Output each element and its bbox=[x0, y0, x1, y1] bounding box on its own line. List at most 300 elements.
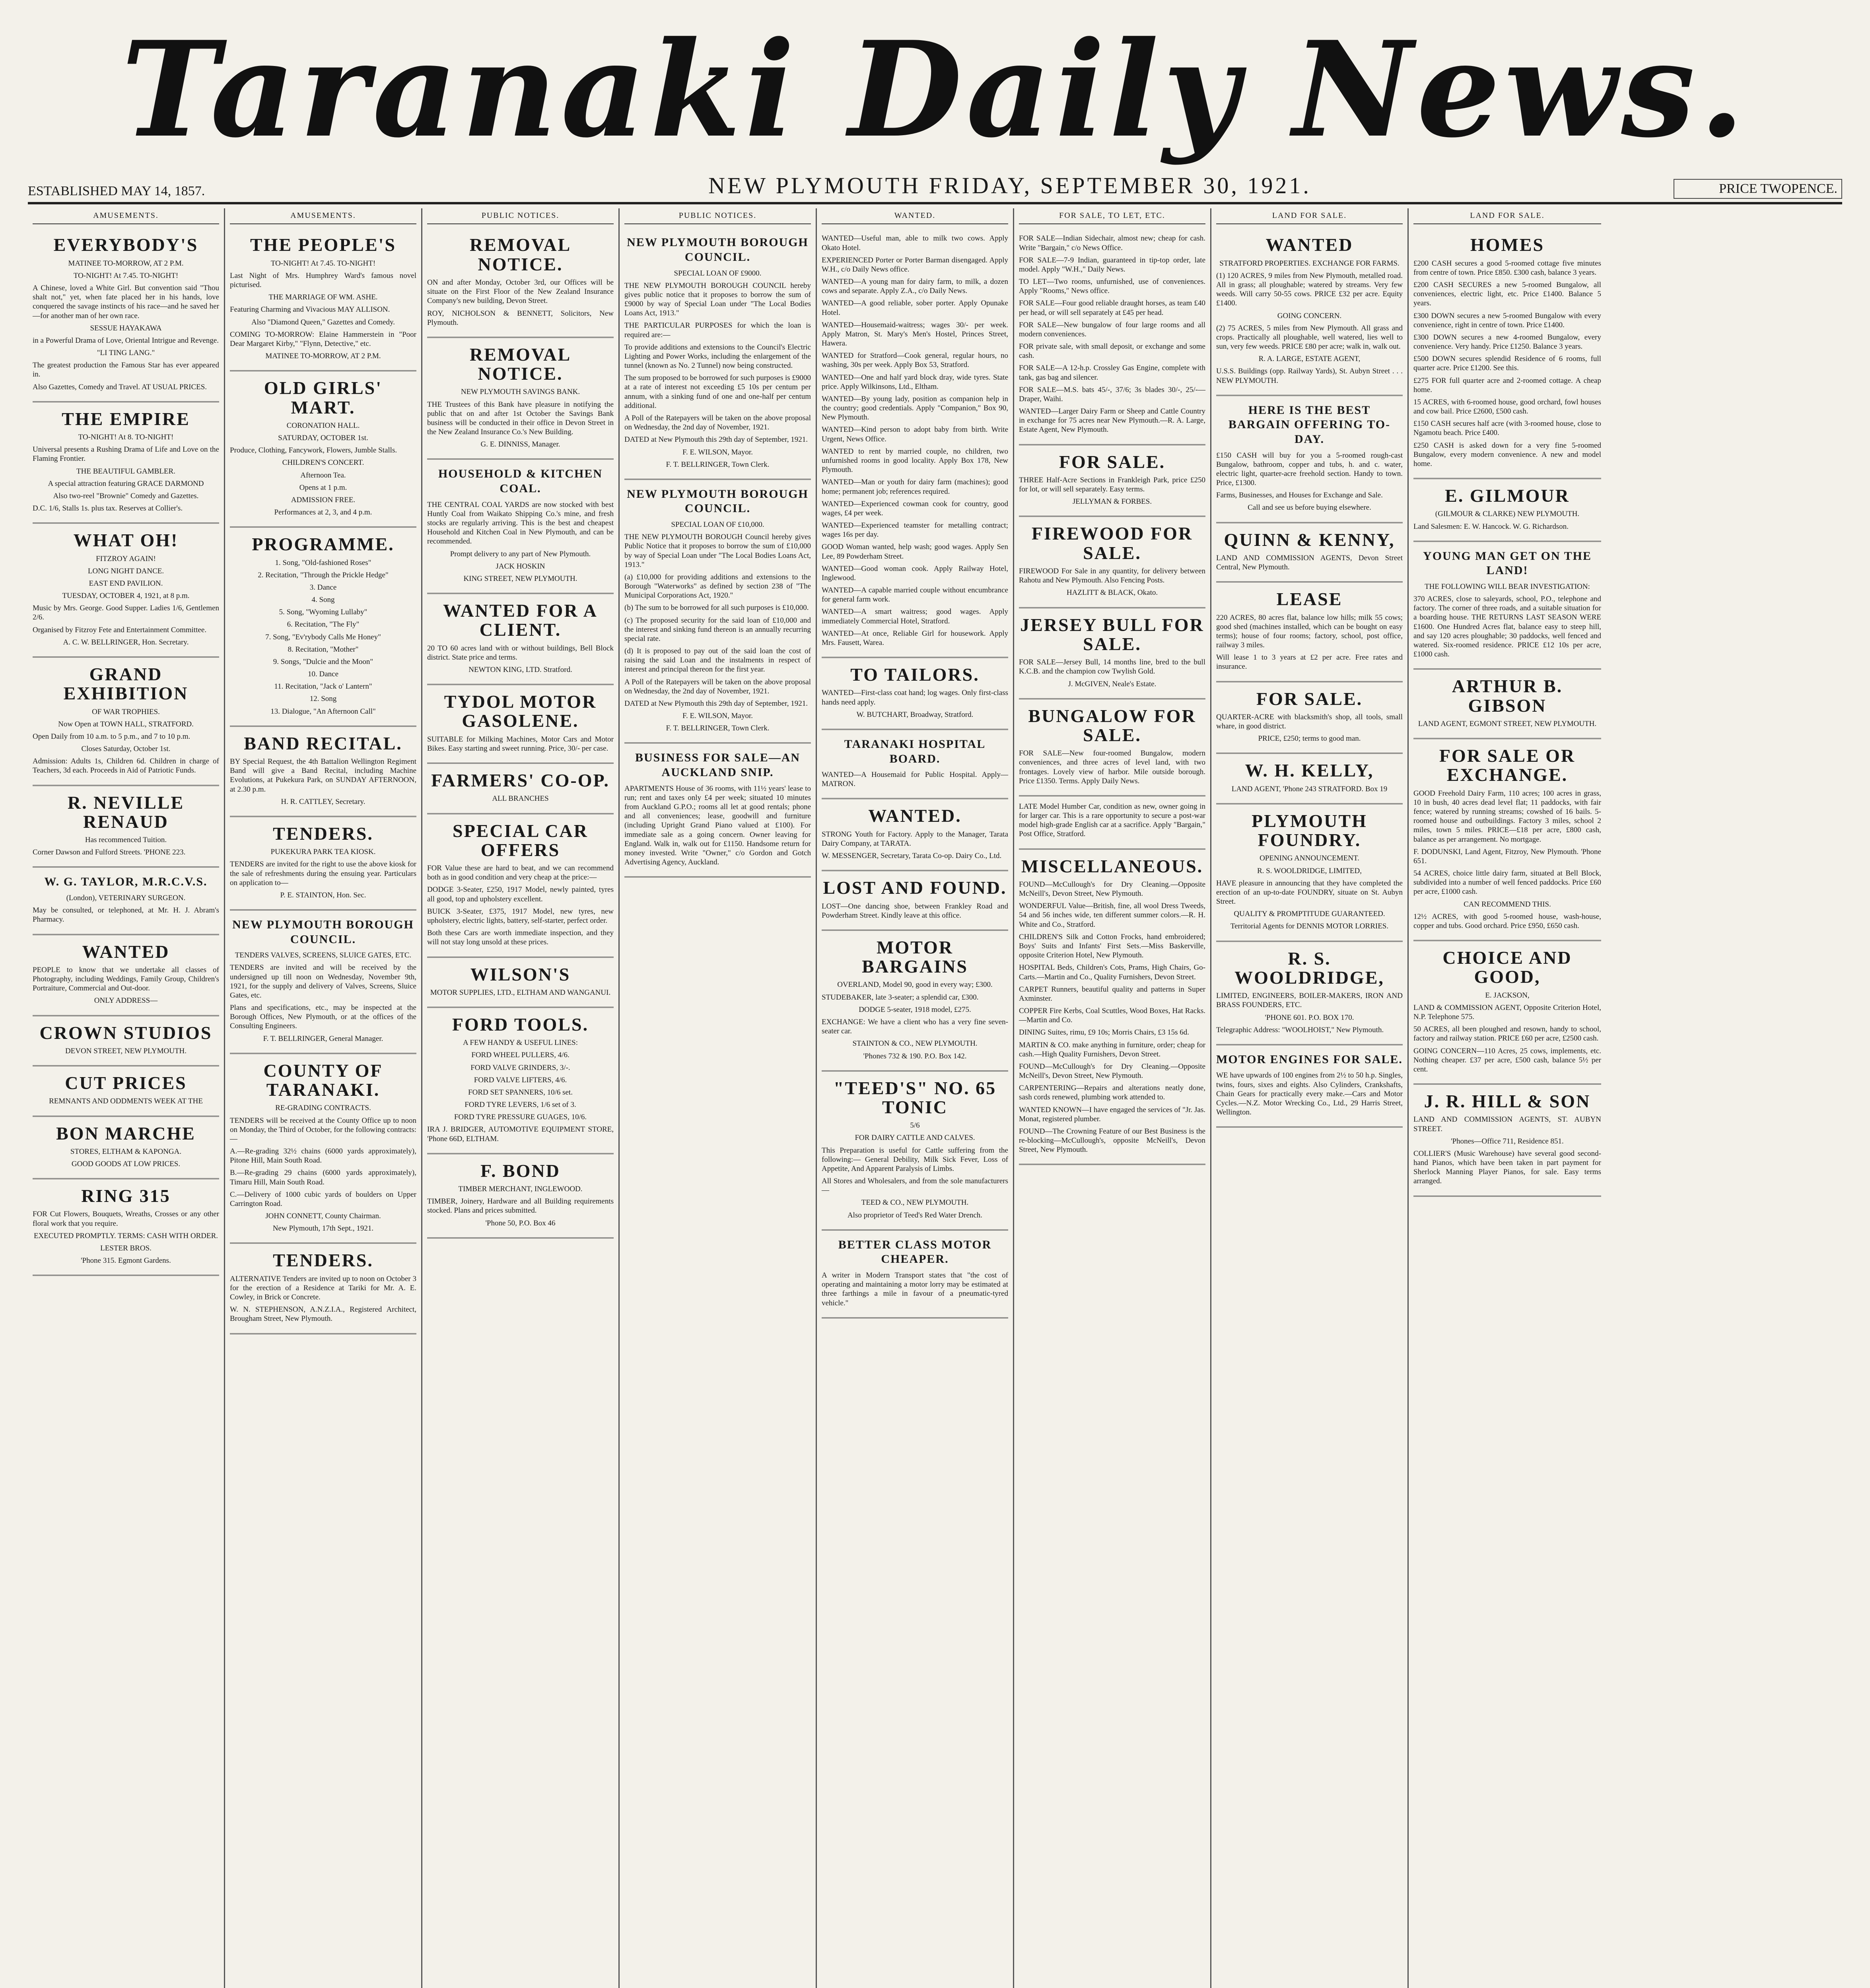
ad-text: PRICE, £250; terms to good man. bbox=[1258, 734, 1361, 743]
advertisement bbox=[1413, 1085, 1601, 1197]
ad-title: J. R. HILL & SON bbox=[1424, 1091, 1591, 1112]
ad-text: F. E. WILSON, Mayor. bbox=[682, 448, 753, 456]
ad-text: £300 DOWN secures a new 4-roomed Bungalow, every convenience. Very handy. Price £1250. Balance 3 years. bbox=[1413, 333, 1601, 351]
ad-text: A Poll of the Ratepayers will be taken on the above proposal on Wednesday, the 2nd day of November, 1921. bbox=[624, 678, 811, 695]
ad-title: BETTER CLASS MOTOR CHEAPER. bbox=[838, 1238, 992, 1266]
advertisement bbox=[1019, 445, 1205, 517]
advertisement bbox=[33, 935, 219, 1016]
ad-text: DINING Suites, rimu, £9 10s; Morris Chairs, £3 15s 6d. bbox=[1019, 1028, 1190, 1037]
ad-title: WANTED FOR A CLIENT. bbox=[443, 600, 598, 640]
ad-text: 11. Recitation, "Jack o' Lantern" bbox=[274, 682, 372, 691]
advertisement bbox=[1216, 1045, 1403, 1128]
ad-text: THREE Half-Acre Sections in Frankleigh Park, price £250 for lot, or will sell separately. Easy terms. bbox=[1019, 476, 1205, 494]
ad-text: Corner Dawson and Fulford Streets. 'PHONE 223. bbox=[33, 848, 186, 857]
advertisement bbox=[33, 1016, 219, 1066]
ad-text: FOUND—McCullough's for Dry Cleaning.—Opposite McNeill's, Devon Street, New Plymouth. bbox=[1019, 1062, 1205, 1080]
ad-text: 'Phone 50, P.O. Box 46 bbox=[485, 1219, 556, 1227]
ad-text: SATURDAY, OCTOBER 1st. bbox=[278, 434, 368, 442]
ad-text: F. DODUNSKI, Land Agent, Fitzroy, New Plymouth. 'Phone 651. bbox=[1413, 847, 1601, 865]
ad-text: W. N. STEPHENSON, A.N.Z.I.A., Registered Architect, Brougham Street, New Plymouth. bbox=[230, 1305, 416, 1323]
ad-text: 50 ACRES, all been ploughed and resown, handy to school, factory and railway station. PRICE £60 per acre, £2500 cash. bbox=[1413, 1025, 1601, 1043]
ad-text: 2. Recitation, "Through the Prickle Hedge" bbox=[258, 571, 389, 579]
ad-text: FOR SALE—New bungalow of four large rooms and all modern conveniences. bbox=[1019, 320, 1205, 338]
column-heading: AMUSEMENTS. bbox=[33, 208, 219, 224]
column-4 bbox=[620, 208, 817, 1988]
ad-text: (GILMOUR & CLARKE) NEW PLYMOUTH. bbox=[1435, 510, 1580, 518]
ad-text: GOOD GOODS AT LOW PRICES. bbox=[71, 1159, 181, 1168]
ad-title: BUNGALOW FOR SALE. bbox=[1028, 705, 1196, 745]
ad-text: Telegraphic Address: "WOOLHOIST," New Plymouth. bbox=[1216, 1025, 1384, 1034]
ad-title: NEW PLYMOUTH BOROUGH COUNCIL. bbox=[627, 487, 809, 515]
ad-text: £150 CASH will buy for you a 5-roomed rough-cast Bungalow, bathroom, copper and tubs, h. and c. water, electric light, quarter-acre freehold section. Handy to town. Price, £1300. bbox=[1216, 451, 1403, 487]
ad-text: 6. Recitation, "The Fly" bbox=[287, 620, 360, 629]
ad-title: CHOICE AND GOOD, bbox=[1442, 947, 1572, 987]
column-heading: LAND FOR SALE. bbox=[1216, 208, 1403, 224]
advertisement bbox=[822, 658, 1008, 730]
ad-text: THE MARRIAGE OF WM. ASHE. bbox=[268, 293, 378, 302]
advertisement bbox=[1019, 796, 1205, 850]
advertisement bbox=[1413, 479, 1601, 542]
ad-text: A.—Re-grading 32½ chains (6000 yards approximately), Pitone Hill, Main South Road. bbox=[230, 1147, 416, 1165]
ad-title: TENDERS. bbox=[273, 1250, 373, 1271]
ad-title: WANTED. bbox=[868, 806, 962, 826]
ad-text: B.—Re-grading 29 chains (6000 yards approximately), Timaru Hill, Main South Road. bbox=[230, 1169, 416, 1186]
advertisement bbox=[822, 228, 1008, 658]
ad-text: This Preparation is useful for Cattle suffering from the following:— General Debility, Milk Sick Fever, Loss of Appetite, And Apparent Paralysis of Limbs. bbox=[822, 1146, 1008, 1173]
ad-text: BUICK 3-Seater, £375, 1917 Model, new tyres, new upholstery, electric lights, battery, self-starter, perfect order. bbox=[427, 907, 614, 925]
ad-text: EXECUTED PROMPTLY. TERMS: CASH WITH ORDER. bbox=[33, 1231, 218, 1240]
ad-text: LOST—One dancing shoe, between Frankley Road and Powderham Street. Kindly leave at this office. bbox=[822, 902, 1008, 920]
advertisement bbox=[230, 228, 416, 371]
ad-text: 'Phones—Office 711, Residence 851. bbox=[1451, 1137, 1564, 1145]
ad-text: WE have upwards of 100 engines from 2½ to 50 h.p. Singles, twins, fours, sixes and eights. Also Cylinders, Crankshafts, Chain Gears for practically every make.—Cars and Motor Cycles.—N.Z. Motor Wrecking Co., Ltd., 29 Harris Street, Wellington. bbox=[1216, 1071, 1403, 1117]
advertisement bbox=[1216, 682, 1403, 754]
ad-text: WANTED KNOWN—I have engaged the services of "Jr. Jas. Monat, registered plumber. bbox=[1019, 1105, 1205, 1123]
ad-text: WANTED—At once, Reliable Girl for housework. Apply Mrs. Fausett, Warea. bbox=[822, 629, 1008, 647]
ad-text: FOR Value these are hard to beat, and we can recommend both as in good condition and very cheap at the price:— bbox=[427, 864, 614, 882]
advertisement bbox=[230, 371, 416, 528]
ad-title: FORD TOOLS. bbox=[452, 1014, 589, 1035]
ad-text: 1. Song, "Old-fashioned Roses" bbox=[275, 558, 371, 567]
ad-title: FARMERS' CO-OP. bbox=[431, 770, 610, 791]
ad-text: 5/6 bbox=[910, 1121, 920, 1130]
ad-text: Produce, Clothing, Fancywork, Flowers, Jumble Stalls. bbox=[230, 446, 397, 455]
ad-text: J. McGIVEN, Neale's Estate. bbox=[1068, 679, 1157, 688]
advertisement bbox=[427, 764, 614, 814]
column-3 bbox=[422, 208, 620, 1988]
advertisement bbox=[1413, 670, 1601, 739]
ad-text: FOUND—The Crowning Feature of our Best Business is the re-blocking—McCullough's, opposite McNeill's, Devon Street, New Plymouth. bbox=[1019, 1127, 1205, 1154]
ad-title: W. G. TAYLOR, M.R.C.V.S. bbox=[44, 875, 208, 889]
ad-title: YOUNG MAN GET ON THE LAND! bbox=[1423, 549, 1592, 577]
ad-text: STRATFORD PROPERTIES. EXCHANGE FOR FARMS. bbox=[1219, 259, 1400, 268]
ad-title: BON MARCHE bbox=[56, 1123, 196, 1143]
ad-text: COLLIER'S (Music Warehouse) have several good second-hand Pianos, which have been taken in part payment for Sherlock Manning Player Pianos, for sale. Easy terms arranged. bbox=[1413, 1149, 1601, 1186]
ad-text: MARTIN & CO. make anything in furniture, order; cheap for cash.—High Quality Furnishers, Devon Street. bbox=[1019, 1041, 1205, 1058]
established-note: ESTABLISHED MAY 14, 1857. bbox=[28, 184, 205, 198]
ad-text: OPENING ANNOUNCEMENT. bbox=[1260, 854, 1359, 863]
ad-text: Farms, Businesses, and Houses for Exchange and Sale. bbox=[1216, 491, 1383, 500]
ad-text: R. S. WOOLDRIDGE, LIMITED, bbox=[1257, 866, 1362, 875]
ad-title: FOR SALE. bbox=[1059, 451, 1166, 472]
ad-title: THE PEOPLE'S bbox=[250, 235, 397, 255]
ad-title: EVERYBODY'S bbox=[53, 235, 198, 255]
ad-text: 5. Song, "Wyoming Lullaby" bbox=[279, 608, 367, 617]
ad-text: FOR SALE—Jersey Bull, 14 months line, bred to the bull K.C.B. and the champion cow Twylish Gold. bbox=[1019, 658, 1205, 676]
ad-text: WANTED—Larger Dairy Farm or Sheep and Cattle Country in exchange for 75 acres near New Plymouth.—R. A. Large, Estate Agent, New Plymouth. bbox=[1019, 407, 1205, 434]
advertisement bbox=[1413, 228, 1601, 479]
ad-text: TENDERS are invited for the right to use the above kiosk for the sale of refreshments during the ensuing year. Particulars on application to— bbox=[230, 860, 416, 887]
advertisement bbox=[1216, 942, 1403, 1045]
ad-text: COPPER Fire Kerbs, Coal Scuttles, Wood Boxes, Hat Racks.—Martin and Co. bbox=[1019, 1007, 1205, 1025]
ad-text: (a) £10,000 for providing additions and extensions to the Borough "Waterworks" as defined by section 238 of "The Municipal Corporations Act, 1920." bbox=[624, 573, 811, 600]
advertisement bbox=[427, 1154, 614, 1239]
ad-text: LONG NIGHT DANCE. bbox=[87, 567, 164, 575]
ad-text: Last Night of Mrs. Humphrey Ward's famous novel picturised. bbox=[230, 271, 416, 289]
ad-text: EXPERIENCED Porter or Porter Barman disengaged. Apply W.H., c/o Daily News office. bbox=[822, 256, 1008, 274]
ad-text: WANTED—A capable married couple without encumbrance for general farm work. bbox=[822, 586, 1008, 604]
ad-text: JELLYMAN & FORBES. bbox=[1072, 497, 1152, 506]
ad-text: Closes Saturday, October 1st. bbox=[81, 745, 171, 753]
ad-text: GOING CONCERN. bbox=[1277, 311, 1342, 320]
ad-title: WANTED bbox=[1265, 235, 1353, 255]
ad-title: FOR SALE OR EXCHANGE. bbox=[1439, 746, 1576, 785]
ad-text: ALTERNATIVE Tenders are invited up to noon on October 3 for the erection of a Residence at Tariki for Mr. A. E. Cowley, in Brick or Concrete. bbox=[230, 1274, 416, 1302]
ad-text: DEVON STREET, NEW PLYMOUTH. bbox=[65, 1046, 187, 1055]
ad-text: APARTMENTS House of 36 rooms, with 11½ years' lease to run; rent and taxes only £4 per week; situated 10 minutes from Auckland G.P.O.; rooms all let at good rentals; phone and all conveniences; lease, goodwill and furniture (including Upright Grand Piano valued at £100). For immediate sale as a going concern. Owner leaving for England. Walk in, walk out for £1150. Handsome return for money invested. Write "Owner," c/o Gordon and Gotch Advertising Agency, Auckland. bbox=[624, 784, 811, 867]
ad-text: 7. Song, "Ev'rybody Calls Me Honey" bbox=[265, 633, 381, 641]
advertisement bbox=[33, 786, 219, 868]
ad-text: SESSUE HAYAKAWA bbox=[90, 324, 162, 332]
column-7 bbox=[1211, 208, 1409, 1988]
ad-text: GOOD Woman wanted, help wash; good wages. Apply Sen Lee, 89 Powderham Street. bbox=[822, 543, 1008, 561]
ad-text: WANTED—Experienced cowman cook for country, good wages, £4 per week. bbox=[822, 499, 1008, 517]
ad-text: Also proprietor of Teed's Red Water Drench. bbox=[847, 1211, 983, 1219]
ad-text: NEWTON KING, LTD. Stratford. bbox=[468, 665, 572, 674]
ad-title: GRAND EXHIBITION bbox=[63, 664, 189, 704]
ad-text: IRA J. BRIDGER, AUTOMOTIVE EQUIPMENT STORE, 'Phone 66D, ELTHAM. bbox=[427, 1125, 614, 1143]
ad-title: WANTED bbox=[82, 941, 170, 962]
ad-title: LOST AND FOUND. bbox=[823, 878, 1007, 898]
ad-title: E. GILMOUR bbox=[1445, 485, 1570, 506]
ad-title: RING 315 bbox=[81, 1186, 171, 1206]
ad-text: Also "Diamond Queen," Gazettes and Comedy. bbox=[251, 318, 395, 326]
ad-text: DODGE 3-Seater, £250, 1917 Model, newly painted, tyres all good, top and upholstery excellent. bbox=[427, 885, 614, 903]
column-heading: WANTED. bbox=[822, 208, 1008, 224]
advertisement bbox=[427, 814, 614, 958]
columns-container bbox=[28, 208, 1842, 1988]
ad-text: ADMISSION FREE. bbox=[291, 495, 356, 504]
ad-title: OLD GIRLS' MART. bbox=[264, 378, 383, 417]
ad-text: QUALITY & PROMPTITUDE GUARANTEED. bbox=[1234, 910, 1385, 918]
ad-text: 15 ACRES, with 6-roomed house, good orchard, fowl houses and cow bail. Price £2600, £500 cash. bbox=[1413, 398, 1601, 416]
ad-text: F. T. BELLRINGER, Town Clerk. bbox=[666, 460, 770, 469]
ad-text: STUDEBAKER, late 3-seater; a splendid car, £300. bbox=[822, 993, 979, 1002]
advertisement bbox=[427, 460, 614, 594]
ad-text: KING STREET, NEW PLYMOUTH. bbox=[463, 574, 577, 583]
ad-title: BAND RECITAL. bbox=[244, 733, 402, 753]
ad-text: JOHN CONNETT, County Chairman. bbox=[265, 1212, 381, 1221]
advertisement bbox=[822, 730, 1008, 800]
ad-title: MOTOR BARGAINS bbox=[862, 937, 968, 977]
ad-text: 13. Dialogue, "An Afternoon Call" bbox=[270, 707, 376, 716]
ad-text: Will lease 1 to 3 years at £2 per acre. Free rates and insurance. bbox=[1216, 653, 1403, 671]
ad-text: BY Special Request, the 4th Battalion Wellington Regiment Band will give a Band Recital, including Machine Evolutions, at Pukekura Park, on SUNDAY AFTERNOON, at 2.30 p.m. bbox=[230, 757, 416, 794]
ad-title: R. NEVILLE RENAUD bbox=[67, 792, 185, 832]
advertisement bbox=[1216, 523, 1403, 583]
ad-text: COMING TO-MORROW: Elaine Hammerstein in "Poor Dear Margaret Kirby," "Flynn, Detective," etc. bbox=[230, 330, 416, 348]
ad-text: TO LET—Two rooms, unfurnished, use of conveniences. Apply "Rooms," News office. bbox=[1019, 278, 1205, 295]
ad-title: COUNTY OF TARANAKI. bbox=[263, 1060, 383, 1100]
ad-text: THE CENTRAL COAL YARDS are now stocked with best Huntly Coal from Waikato Shipping Co.'s mine, and fresh stocks are regularly arriving. This is the best and cheapest Household and Kitchen Coal in New Plymouth, and can be recommended. bbox=[427, 500, 614, 546]
ad-text: C.—Delivery of 1000 cubic yards of boulders on Upper Carrington Road. bbox=[230, 1190, 416, 1208]
column-heading: FOR SALE, TO LET, ETC. bbox=[1019, 208, 1205, 224]
ad-text: EXCHANGE: We have a client who has a very fine seven-seater car. bbox=[822, 1018, 1008, 1036]
ad-text: FORD TYRE LEVERS, 1/6 set of 3. bbox=[465, 1101, 576, 1109]
ad-text: STORES, ELTHAM & KAPONGA. bbox=[70, 1147, 182, 1156]
advertisement bbox=[230, 528, 416, 727]
ad-text: FOR SALE—Four good reliable draught horses, as team £40 per head, or will sell separately at £45 per head. bbox=[1019, 299, 1205, 317]
ad-text: WANTED—A Housemaid for Public Hospital. Apply— MATRON. bbox=[822, 771, 1008, 788]
ad-text: LESTER BROS. bbox=[100, 1244, 152, 1252]
ad-text: FOR SALE—7-9 Indian, guaranteed in tip-top order, late model. Apply "W.H.," Daily News. bbox=[1019, 256, 1205, 274]
ad-text: HAVE pleasure in announcing that they have completed the erection of an up-to-date FOUNDRY, situate on St. Aubyn Street. bbox=[1216, 879, 1403, 906]
ad-text: WANTED for Stratford—Cook general, regular hours, no washing, 30s per week. Apply Box 53, Stratford. bbox=[822, 351, 1008, 369]
column-5 bbox=[817, 208, 1014, 1988]
ad-text: £200 CASH SECURES a new 5-roomed Bungalow, all conveniences, electric light, etc. Price £1400. Balance 5 years. bbox=[1413, 281, 1601, 308]
advertisement bbox=[33, 868, 219, 935]
ad-text: FOR SALE—A 12-h.p. Crossley Gas Engine, complete with tank, gas bag and silencer. bbox=[1019, 364, 1205, 382]
ad-text: EAST END PAVILION. bbox=[89, 579, 163, 588]
ad-text: LATE Model Humber Car, condition as new, owner going in for larger car. This is a rare opportunity to secure a post-war model high-grade English car at a sacrifice. Apply "Bargain," Post Office, Stratford. bbox=[1019, 802, 1205, 839]
ad-text: Now Open at TOWN HALL, STRATFORD. bbox=[58, 720, 194, 728]
advertisement bbox=[427, 594, 614, 685]
ad-text: Performances at 2, 3, and 4 p.m. bbox=[274, 508, 372, 517]
advertisement bbox=[1216, 582, 1403, 682]
ad-text: F. E. WILSON, Mayor. bbox=[682, 712, 753, 720]
advertisement bbox=[822, 1231, 1008, 1318]
ad-text: TO-NIGHT! At 7.45. TO-NIGHT! bbox=[270, 259, 376, 268]
ad-text: Universal presents a Rushing Drama of Life and Love on the Flaming Frontier. bbox=[33, 445, 219, 463]
ad-text: Also two-reel "Brownie" Comedy and Gazettes. bbox=[53, 491, 199, 500]
ad-text: WANTED—Experienced teamster for metalling contract; wages 16s per day. bbox=[822, 521, 1008, 539]
ad-text: TO-NIGHT! At 7.45. TO-NIGHT! bbox=[73, 271, 179, 280]
ad-text: Territorial Agents for DENNIS MOTOR LORRIES. bbox=[1230, 922, 1389, 931]
ad-text: 370 ACRES, close to saleyards, school, P.O., telephone and factory. The corner of three roads, and a suitable situation for a boarding house. THE RETURNS LAST SEASON WERE £1600. One Hundred Acres flat, balance easy to steep hill, and say 120 acres ploughable; 30 paddocks, well fenced and watered. Six-roomed residence. PRICE £12 10s per acre, £1000 cash. bbox=[1413, 595, 1601, 659]
ad-text: FOR private sale, with small deposit, or exchange and some cash. bbox=[1019, 342, 1205, 360]
ad-title: REMOVAL NOTICE. bbox=[469, 235, 571, 274]
ad-text: FOR Cut Flowers, Bouquets, Wreaths, Crosses or any other floral work that you require. bbox=[33, 1210, 219, 1228]
ad-text: LIMITED, ENGINEERS, BOILER-MAKERS, IRON AND BRASS FOUNDERS, ETC. bbox=[1216, 992, 1403, 1010]
ad-text: THE NEW PLYMOUTH BOROUGH COUNCIL hereby gives public notice that it proposes to borrow the sum of £9000 by way of Special Loan under "The Local Bodies Loans Act, 1913." bbox=[624, 281, 811, 318]
ad-text: F. T. BELLRINGER, General Manager. bbox=[263, 1034, 383, 1043]
dateline-bar bbox=[28, 167, 1842, 204]
ad-text: WANTED—Man or youth for dairy farm (machines); good home; permanent job; references required. bbox=[822, 478, 1008, 496]
advertisement bbox=[33, 402, 219, 524]
ad-text: WANTED—A young man for dairy farm, to milk, a dozen cows and separate. Apply Z.A., c/o Daily News. bbox=[822, 278, 1008, 295]
ad-title: REMOVAL NOTICE. bbox=[469, 344, 571, 384]
ad-text: LAND AND COMMISSION AGENTS, Devon Street Central, New Plymouth. bbox=[1216, 553, 1403, 572]
ad-text: THE BEAUTIFUL GAMBLER. bbox=[76, 467, 175, 476]
ad-text: FOR SALE—M.S. bats 45/-, 37/6; 3s blades 30/-, 25/-—Draper, Waihi. bbox=[1019, 385, 1205, 403]
ad-text: E. JACKSON, bbox=[1485, 991, 1530, 1000]
advertisement bbox=[1216, 228, 1403, 396]
ad-text: LAND AGENT, 'Phone 243 STRATFORD. Box 19 bbox=[1231, 784, 1388, 793]
advertisement bbox=[230, 817, 416, 911]
ad-title: PROGRAMME. bbox=[252, 534, 395, 555]
ad-text: £500 DOWN secures splendid Residence of 6 rooms, full quarter acre. Price £1200. See this. bbox=[1413, 355, 1601, 373]
advertisement bbox=[1216, 396, 1403, 523]
ad-text: DODGE 5-seater, 1918 model, £275. bbox=[859, 1005, 971, 1014]
ad-text: 3. Dance bbox=[309, 583, 337, 592]
ad-title: BUSINESS FOR SALE—AN AUCKLAND SNIP. bbox=[635, 751, 801, 779]
ad-title: "TEED'S" NO. 65 TONIC bbox=[833, 1077, 997, 1117]
ad-text: LAND & COMMISSION AGENT, Opposite Criterion Hotel, N.P. Telephone 575. bbox=[1413, 1003, 1601, 1021]
price-note: PRICE TWOPENCE. bbox=[1674, 179, 1842, 199]
advertisement bbox=[427, 958, 614, 1008]
ad-text: A special attraction featuring GRACE DARMOND bbox=[48, 479, 204, 488]
ad-text: STAINTON & CO., NEW PLYMOUTH. bbox=[852, 1039, 978, 1048]
ad-title: F. BOND bbox=[480, 1160, 560, 1181]
advertisement bbox=[822, 1072, 1008, 1231]
advertisement bbox=[1019, 850, 1205, 1165]
ad-text: FOR SALE—Indian Sidechair, almost new; cheap for cash. Write "Bargain," c/o News Office. bbox=[1019, 234, 1205, 252]
ad-title: WHAT OH! bbox=[73, 530, 179, 551]
ad-text: THE NEW PLYMOUTH BOROUGH Council hereby gives Public Notice that it proposes to borrow the sum of £10,000 by way of Special Loan under "The Local Bodies Loans Act, 1913." bbox=[624, 533, 811, 569]
ad-text: THE FOLLOWING WILL BEAR INVESTIGATION: bbox=[1425, 582, 1590, 591]
ad-text: CARPENTERING—Repairs and alterations neatly done, sash cords renewed, plumbing work attended to. bbox=[1019, 1084, 1205, 1102]
ad-text: F. T. BELLRINGER, Town Clerk. bbox=[666, 724, 770, 733]
ad-text: A Chinese, loved a White Girl. But convention said "Thou shalt not," yet, when fate placed her in his hands, love conquered the savage instincts of his race—and he saved her—for another man of her own race. bbox=[33, 284, 219, 320]
advertisement bbox=[1019, 699, 1205, 796]
ad-text: A. C. W. BELLRINGER, Hon. Secretary. bbox=[63, 638, 189, 646]
ad-text: SPECIAL LOAN OF £9000. bbox=[674, 269, 762, 278]
ad-text: (2) 75 ACRES, 5 miles from New Plymouth. All grass and crops. Practically all ploughable, well watered, lies well to sun, very few weeds. PRICE £80 per acre; walk in, walk out. bbox=[1216, 324, 1403, 351]
ad-title: PLYMOUTH FOUNDRY. bbox=[1252, 810, 1367, 850]
ad-title: LEASE bbox=[1276, 589, 1343, 610]
ad-text: QUARTER-ACRE with blacksmith's shop, all tools, small whare, in good district. bbox=[1216, 712, 1403, 730]
ad-title: ARTHUR B. GIBSON bbox=[1452, 676, 1563, 716]
ad-text: (London), VETERINARY SURGEON. bbox=[66, 894, 186, 903]
ad-text: W. MESSENGER, Secretary, Tarata Co-op. Dairy Co., Ltd. bbox=[822, 852, 1002, 860]
ad-text: FITZROY AGAIN! bbox=[96, 554, 156, 563]
ad-text: WANTED—Useful man, able to milk two cows. Apply Okato Hotel. bbox=[822, 234, 1008, 252]
ad-text: Open Daily from 10 a.m. to 5 p.m., and 7 to 10 p.m. bbox=[33, 732, 190, 741]
ad-title: WILSON'S bbox=[470, 964, 571, 984]
ad-text: Organised by Fitzroy Fete and Entertainment Committee. bbox=[33, 625, 207, 634]
advertisement bbox=[427, 338, 614, 460]
ad-text: OF WAR TROPHIES. bbox=[92, 707, 160, 716]
ad-title: CUT PRICES bbox=[65, 1073, 187, 1093]
column-2 bbox=[225, 208, 422, 1988]
ad-text: A FEW HANDY & USEFUL LINES: bbox=[463, 1039, 578, 1047]
ad-text: 20 TO 60 acres land with or without buildings, Bell Block district. State price and terms. bbox=[427, 644, 614, 662]
ad-text: The sum proposed to be borrowed for such purposes is £9000 at a rate of interest not exceeding £5 10s per centum per annum, with a sinking fund of one and one-half per centum additional. bbox=[624, 374, 811, 410]
ad-text: Call and see us before buying elsewhere. bbox=[1248, 503, 1371, 512]
ad-text: FORD VALVE LIFTERS, 4/6. bbox=[474, 1076, 567, 1084]
advertisement bbox=[822, 871, 1008, 931]
ad-text: "LI TING LANG." bbox=[97, 349, 155, 357]
advertisement bbox=[33, 1179, 219, 1276]
ad-title: MOTOR ENGINES FOR SALE. bbox=[1216, 1052, 1403, 1066]
ad-text: MATINEE TO-MORROW, AT 2 P.M. bbox=[68, 259, 184, 268]
ad-text: May be consulted, or telephoned, at Mr. H. J. Abram's Pharmacy. bbox=[33, 906, 219, 924]
advertisement bbox=[33, 1066, 219, 1116]
ad-title: TARANAKI HOSPITAL BOARD. bbox=[844, 737, 986, 765]
advertisement bbox=[1019, 228, 1205, 445]
ad-title: CROWN STUDIOS bbox=[39, 1022, 212, 1043]
ad-text: Plans and specifications, etc., may be inspected at the Borough Offices, New Plymouth, or at the offices of the Consulting Engineers. bbox=[230, 1004, 416, 1031]
ad-text: TIMBER MERCHANT, INGLEWOOD. bbox=[458, 1185, 583, 1194]
ad-text: NEW PLYMOUTH SAVINGS BANK. bbox=[461, 388, 580, 396]
ad-title: SPECIAL CAR OFFERS bbox=[452, 820, 588, 860]
ad-text: ROY, NICHOLSON & BENNETT, Solicitors, New Plymouth. bbox=[427, 309, 614, 327]
advertisement bbox=[427, 685, 614, 764]
advertisement bbox=[822, 799, 1008, 871]
ad-text: 54 ACRES, choice little dairy farm, situated at Bell Block, subdivided into a number of well fenced paddocks. Price £60 per acre, £1000 cash. bbox=[1413, 869, 1601, 896]
column-heading: PUBLIC NOTICES. bbox=[624, 208, 811, 224]
ad-text: LAND AND COMMISSION AGENTS, ST. AUBYN STREET. bbox=[1413, 1115, 1601, 1133]
ad-text: PEOPLE to know that we undertake all classes of Photography, including Weddings, Family Group, Children's Portraiture, Commercial and Out-door. bbox=[33, 965, 219, 993]
column-8 bbox=[1409, 208, 1606, 1988]
masthead-title: Taranaki Daily News. bbox=[121, 12, 1749, 167]
ad-text: ONLY ADDRESS— bbox=[94, 996, 158, 1005]
ad-text: 8. Recitation, "Mother" bbox=[288, 645, 359, 654]
ad-text: CAN RECOMMEND THIS. bbox=[1464, 900, 1551, 909]
ad-text: Prompt delivery to any part of New Plymouth. bbox=[450, 549, 591, 558]
advertisement bbox=[822, 931, 1008, 1072]
ad-title: HOUSEHOLD & KITCHEN COAL. bbox=[438, 467, 603, 495]
advertisement bbox=[33, 658, 219, 786]
ad-text: TUESDAY, OCTOBER 4, 1921, at 8 p.m. bbox=[62, 592, 190, 600]
ad-title: FOR SALE. bbox=[1256, 688, 1363, 709]
ad-text: WANTED to rent by married couple, no children, two unfurnished rooms in good locality. Apply Box 178, New Plymouth. bbox=[822, 447, 1008, 474]
ad-text: (b) The sum to be borrowed for all such purposes is £10,000. bbox=[624, 604, 809, 612]
advertisement bbox=[230, 1244, 416, 1334]
advertisement bbox=[1413, 941, 1601, 1085]
ad-text: Afternoon Tea. bbox=[300, 471, 346, 480]
advertisement bbox=[230, 1054, 416, 1244]
ad-text: WANTED—Good woman cook. Apply Railway Hotel, Inglewood. bbox=[822, 564, 1008, 582]
advertisement bbox=[427, 1008, 614, 1154]
ad-text: CORONATION HALL. bbox=[286, 421, 360, 430]
ad-title: MISCELLANEOUS. bbox=[1021, 856, 1203, 876]
ad-text: Opens at 1 p.m. bbox=[299, 483, 347, 492]
advertisement bbox=[230, 911, 416, 1054]
ad-text: D.C. 1/6, Stalls 1s. plus tax. Reserves at Collier's. bbox=[33, 504, 183, 513]
ad-text: 'Phones 732 & 190. P.O. Box 142. bbox=[863, 1052, 967, 1060]
advertisement bbox=[1216, 804, 1403, 942]
ad-text: RE-GRADING CONTRACTS. bbox=[275, 1104, 371, 1112]
ad-title: JERSEY BULL FOR SALE. bbox=[1020, 614, 1204, 654]
ad-text: WANTED—First-class coat hand; log wages. Only first-class hands need apply. bbox=[822, 689, 1008, 707]
ad-text: DATED at New Plymouth this 29th day of September, 1921. bbox=[624, 699, 808, 708]
ad-text: REMNANTS AND ODDMENTS WEEK AT THE bbox=[49, 1097, 203, 1106]
ad-text: DATED at New Plymouth this 29th day of September, 1921. bbox=[624, 435, 808, 444]
ad-text: R. A. LARGE, ESTATE AGENT, bbox=[1258, 355, 1361, 363]
ad-text: £200 CASH secures a good 5-roomed cottage five minutes from centre of town. Price £850. £300 cash, balance 3 years. bbox=[1413, 259, 1601, 277]
ad-text: 10. Dance bbox=[307, 670, 339, 679]
ad-text: WANTED—A smart waitress; good wages. Apply immediately Commercial Hotel, Stratford. bbox=[822, 608, 1008, 625]
ad-text: Both these Cars are worth immediate inspection, and they will not stay long unsold at these prices. bbox=[427, 929, 614, 947]
column-1 bbox=[28, 208, 225, 1988]
ad-title: THE EMPIRE bbox=[62, 408, 190, 429]
column-heading: AMUSEMENTS. bbox=[230, 208, 416, 224]
ad-text: W. BUTCHART, Broadway, Stratford. bbox=[856, 710, 974, 719]
ad-text: To provide additions and extensions to the Council's Electric Lighting and Power Works, including the enlargement of the tunnel (known as No. 2 Tunnel) now being constructed. bbox=[624, 343, 811, 370]
ad-title: TO TAILORS. bbox=[850, 664, 980, 685]
advertisement bbox=[230, 727, 416, 817]
